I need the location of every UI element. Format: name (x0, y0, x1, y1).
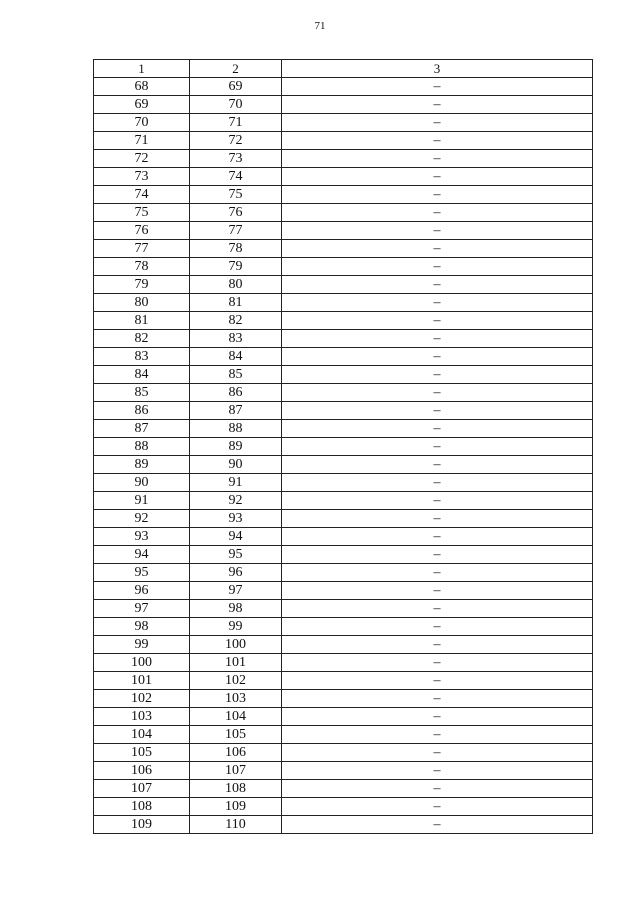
table-row (94, 168, 593, 186)
table-cell-col2: 90 (190, 456, 282, 474)
table-cell-col3: – (282, 618, 593, 636)
table-row (94, 258, 593, 276)
table-cell-col1: 108 (94, 798, 190, 816)
table-cell-col3: – (282, 276, 593, 294)
table-cell-col1: 84 (94, 366, 190, 384)
table-cell-col2: 104 (190, 708, 282, 726)
table-row (94, 780, 593, 798)
table-cell-col1: 86 (94, 402, 190, 420)
table-cell-col2: 87 (190, 402, 282, 420)
table-row (94, 456, 593, 474)
table-cell-col1: 99 (94, 636, 190, 654)
table-row (94, 276, 593, 294)
table-cell-col2: 78 (190, 240, 282, 258)
table-row (94, 600, 593, 618)
table-cell-col3: – (282, 492, 593, 510)
table-cell-col1: 71 (94, 132, 190, 150)
table-cell-col2: 89 (190, 438, 282, 456)
table-cell-col1: 83 (94, 348, 190, 366)
table-row (94, 78, 593, 96)
table-cell-col2: 77 (190, 222, 282, 240)
table-cell-col1: 103 (94, 708, 190, 726)
table-cell-col2: 94 (190, 528, 282, 546)
table-cell-col3: – (282, 222, 593, 240)
header-cell-col3: 3 (282, 60, 593, 78)
header-cell-col2: 2 (190, 60, 282, 78)
table-cell-col3: – (282, 348, 593, 366)
table-cell-col3: – (282, 186, 593, 204)
table-cell-col1: 95 (94, 564, 190, 582)
table-cell-col2: 95 (190, 546, 282, 564)
table-cell-col3: – (282, 366, 593, 384)
table-cell-col2: 100 (190, 636, 282, 654)
table-cell-col2: 109 (190, 798, 282, 816)
table-cell-col2: 88 (190, 420, 282, 438)
table-cell-col3: – (282, 330, 593, 348)
table-cell-col3: – (282, 420, 593, 438)
table-row (94, 636, 593, 654)
table-cell-col1: 87 (94, 420, 190, 438)
table-cell-col1: 73 (94, 168, 190, 186)
table-cell-col2: 72 (190, 132, 282, 150)
table-cell-col1: 97 (94, 600, 190, 618)
table-cell-col3: – (282, 204, 593, 222)
table-cell-col2: 93 (190, 510, 282, 528)
table-cell-col1: 96 (94, 582, 190, 600)
table-cell-col3: – (282, 636, 593, 654)
table-row (94, 708, 593, 726)
table-row (94, 186, 593, 204)
table-row (94, 348, 593, 366)
table-row (94, 384, 593, 402)
table-row (94, 564, 593, 582)
table-row (94, 474, 593, 492)
table-cell-col1: 104 (94, 726, 190, 744)
table-row (94, 816, 593, 834)
table-cell-col3: – (282, 582, 593, 600)
table-row (94, 762, 593, 780)
table-cell-col1: 92 (94, 510, 190, 528)
table-cell-col2: 69 (190, 78, 282, 96)
table-row (94, 546, 593, 564)
table-cell-col1: 91 (94, 492, 190, 510)
table-cell-col2: 82 (190, 312, 282, 330)
table-row (94, 654, 593, 672)
table-cell-col1: 78 (94, 258, 190, 276)
table-row (94, 294, 593, 312)
table-row (94, 132, 593, 150)
table-cell-col1: 109 (94, 816, 190, 834)
table-row (94, 744, 593, 762)
table-cell-col3: – (282, 384, 593, 402)
table-cell-col3: – (282, 132, 593, 150)
table-cell-col3: – (282, 258, 593, 276)
table-row (94, 798, 593, 816)
table-cell-col1: 102 (94, 690, 190, 708)
table-row (94, 690, 593, 708)
table-row (94, 240, 593, 258)
table-cell-col2: 83 (190, 330, 282, 348)
table-cell-col3: – (282, 744, 593, 762)
table-cell-col3: – (282, 312, 593, 330)
table-cell-col3: – (282, 438, 593, 456)
table-cell-col2: 81 (190, 294, 282, 312)
table-cell-col3: – (282, 690, 593, 708)
table-cell-col2: 101 (190, 654, 282, 672)
table-cell-col2: 102 (190, 672, 282, 690)
table-cell-col3: – (282, 294, 593, 312)
table-row (94, 582, 593, 600)
table-cell-col1: 75 (94, 204, 190, 222)
table-row (94, 528, 593, 546)
table-cell-col3: – (282, 456, 593, 474)
table-row (94, 222, 593, 240)
table-row (94, 510, 593, 528)
header-cell-col1: 1 (94, 60, 190, 78)
table-cell-col3: – (282, 150, 593, 168)
table-cell-col1: 107 (94, 780, 190, 798)
table-cell-col1: 80 (94, 294, 190, 312)
table-cell-col3: – (282, 240, 593, 258)
table-row (94, 150, 593, 168)
table-cell-col1: 101 (94, 672, 190, 690)
table-cell-col3: – (282, 474, 593, 492)
data-table (93, 59, 593, 834)
table-cell-col1: 93 (94, 528, 190, 546)
table-cell-col2: 107 (190, 762, 282, 780)
table-cell-col3: – (282, 510, 593, 528)
table-cell-col1: 90 (94, 474, 190, 492)
table-row (94, 672, 593, 690)
table-row (94, 330, 593, 348)
table-cell-col1: 106 (94, 762, 190, 780)
table-row (94, 114, 593, 132)
table-cell-col3: – (282, 546, 593, 564)
table-cell-col1: 85 (94, 384, 190, 402)
table-header-row (94, 60, 593, 78)
table-row (94, 312, 593, 330)
table-cell-col1: 100 (94, 654, 190, 672)
table-cell-col3: – (282, 672, 593, 690)
table-cell-col1: 69 (94, 96, 190, 114)
table-cell-col1: 79 (94, 276, 190, 294)
table-row (94, 366, 593, 384)
table-cell-col2: 91 (190, 474, 282, 492)
table-cell-col1: 82 (94, 330, 190, 348)
table-cell-col3: – (282, 726, 593, 744)
table-row (94, 204, 593, 222)
table-row (94, 618, 593, 636)
table-cell-col2: 92 (190, 492, 282, 510)
table-cell-col1: 98 (94, 618, 190, 636)
table-cell-col2: 73 (190, 150, 282, 168)
table-cell-col2: 85 (190, 366, 282, 384)
table-cell-col3: – (282, 96, 593, 114)
table-cell-col2: 108 (190, 780, 282, 798)
table-cell-col3: – (282, 762, 593, 780)
table-cell-col3: – (282, 600, 593, 618)
table-cell-col1: 74 (94, 186, 190, 204)
table-cell-col1: 77 (94, 240, 190, 258)
table-cell-col1: 81 (94, 312, 190, 330)
page-number: 71 (314, 20, 326, 32)
table-cell-col1: 76 (94, 222, 190, 240)
table-cell-col2: 105 (190, 726, 282, 744)
table-row (94, 726, 593, 744)
table-cell-col2: 76 (190, 204, 282, 222)
table-cell-col2: 79 (190, 258, 282, 276)
table-body (94, 78, 593, 834)
table-cell-col2: 74 (190, 168, 282, 186)
table-row (94, 420, 593, 438)
table-cell-col3: – (282, 402, 593, 420)
table-cell-col3: – (282, 528, 593, 546)
table-cell-col1: 94 (94, 546, 190, 564)
table-cell-col2: 103 (190, 690, 282, 708)
table-row (94, 438, 593, 456)
table-cell-col3: – (282, 654, 593, 672)
table-cell-col3: – (282, 168, 593, 186)
table-cell-col3: – (282, 564, 593, 582)
table-cell-col2: 70 (190, 96, 282, 114)
table-row (94, 96, 593, 114)
table-cell-col1: 88 (94, 438, 190, 456)
table-cell-col3: – (282, 114, 593, 132)
table-cell-col2: 71 (190, 114, 282, 132)
table-cell-col2: 98 (190, 600, 282, 618)
table-cell-col1: 68 (94, 78, 190, 96)
table-cell-col3: – (282, 816, 593, 834)
table-header (94, 60, 593, 78)
table-cell-col2: 99 (190, 618, 282, 636)
table-cell-col1: 72 (94, 150, 190, 168)
table-cell-col2: 106 (190, 744, 282, 762)
table-cell-col3: – (282, 798, 593, 816)
table-cell-col1: 105 (94, 744, 190, 762)
table-cell-col3: – (282, 78, 593, 96)
table-cell-col2: 86 (190, 384, 282, 402)
table-cell-col1: 70 (94, 114, 190, 132)
table-row (94, 492, 593, 510)
table-row (94, 402, 593, 420)
table-cell-col1: 89 (94, 456, 190, 474)
table-cell-col2: 96 (190, 564, 282, 582)
table-cell-col3: – (282, 780, 593, 798)
table-cell-col2: 110 (190, 816, 282, 834)
table-cell-col2: 97 (190, 582, 282, 600)
table-cell-col2: 80 (190, 276, 282, 294)
table-cell-col3: – (282, 708, 593, 726)
table-cell-col2: 84 (190, 348, 282, 366)
table-cell-col2: 75 (190, 186, 282, 204)
